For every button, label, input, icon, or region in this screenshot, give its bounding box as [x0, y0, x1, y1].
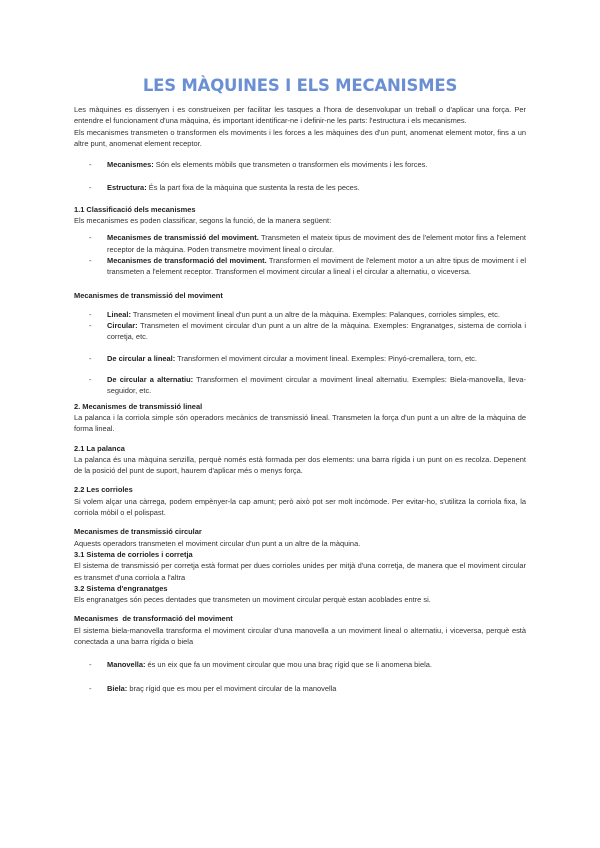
circular-heading: Mecanismes de transmissió circular [74, 527, 202, 537]
transmission-heading: Mecanismes de transmissió del moviment [74, 290, 223, 300]
lever-text: La palanca és una màquina senzilla, perquè només està formada per dos elements: una barra rígida i un punt on es recolza. Depenent de la posició del punt de suport, haurem d'aplicar més o menys força. [74, 454, 526, 476]
list-item: - De circular a alternatiu: Transformen el moviment circular a moviment lineal alternatiu. Exemples: Biela-manovella, lleva-seguidor, etc. [74, 374, 526, 397]
classification-heading: 1.1 Classificació dels mecanismes [74, 204, 196, 214]
list-item: - Manovella: és un eix que fa un moviment circular que mou una braç rígid que se li anomena biela. [74, 659, 526, 670]
classification-intro: Els mecanismes es poden classificar, segons la funció, de la manera següent: [74, 216, 332, 226]
list-item: - Estructura: És la part fixa de la màquina que sustenta la resta de les peces. [74, 182, 526, 193]
list-item: - Circular: Transmeten el moviment circular d'un punt a un altre de la màquina. Exemples: Engranatges, sistema de corriola i corretja, etc. [74, 320, 526, 343]
intro-paragraph-1: Les màquines es dissenyen i es construeixen per facilitar les tasques a l'hora de desenvolupar un treball o d'aplicar una força. Per entendre el funcionament d'una màquina, és important identificar-ne i definir-ne les parts: l'estructura i els mecanismes. [74, 105, 526, 126]
transmission-list [74, 309, 526, 397]
linear-text: La palanca i la corriola simple són operadors mecànics de transmissió lineal. Transmeten la força d'un punt a un altre de la màquina de forma lineal. [74, 412, 526, 434]
linear-heading: 2. Mecanismes de transmissió lineal [74, 401, 203, 411]
list-item: - De circular a lineal: Transformen el moviment circular a moviment lineal. Exemples: Pinyó-cremallera, torn, etc. [74, 353, 526, 364]
gear-system-text: Els engranatges són peces dentades que transmeten un moviment circular perquè estan acoblades entre si. [74, 595, 431, 605]
list-item: - Mecanismes de transformació del moviment. Transformen el moviment de l'element motor a un altre tipus de moviment i el transmeten a l'element receptor. Transformen el moviment circular a lineal i el circular a alternatiu, o viceversa. [74, 255, 526, 278]
intro-paragraph-2: Els mecanismes transmeten o transformen els moviments i les forces a les màquines des d'un punt, anomenat element motor, fins a un altre punt, anomenat element receptor. [74, 127, 526, 148]
pulleys-text: Si volem alçar una càrrega, podem empènyer-la cap amunt; però això pot ser molt incòmode. Per evitar-ho, s'utilitza la corriola fixa, la corriola mòbil o el polispast. [74, 496, 526, 518]
document-page [74, 74, 526, 694]
pulleys-heading: 2.2 Les corrioles [74, 485, 133, 495]
list-item: - Mecanismes: Són els elements mòbils que transmeten o transformen els moviments i les forces. [74, 159, 526, 170]
list-item: - Lineal: Transmeten el moviment lineal d'un punt a un altre de la màquina. Exemples: Palanques, corrioles simples, etc. [74, 309, 526, 320]
transformation-list [74, 659, 526, 694]
belt-system-text: El sistema de transmissió per corretja està format per dues corrioles unides per mitjà d'una corretja, de manera que el moviment circular es transmet d'una corriola a l'altra [74, 561, 526, 582]
definitions-list [74, 159, 526, 194]
circular-text: Aquests operadors transmeten el moviment circular d'un punt a un altre de la màquina. [74, 538, 361, 548]
gear-system-heading: 3.2 Sistema d'engranatges [74, 583, 168, 593]
belt-system-heading: 3.1 Sistema de corrioles i corretja [74, 549, 193, 559]
classification-list [74, 232, 526, 277]
list-item: - Biela: braç rígid que es mou per el moviment circular de la manovella [74, 683, 526, 694]
list-item: - Mecanismes de transmissió del moviment. Transmeten el mateix tipus de moviment des de l'element motor fins a l'element receptor de la màquina. Poden transmetre moviment lineal o circular. [74, 232, 526, 255]
transformation-heading: Mecanismes de transformació del moviment [74, 614, 233, 624]
page-title: LES MÀQUINES I ELS MECANISMES [142, 76, 458, 95]
transformation-text: El sistema biela-manovella transforma el moviment circular d'una manovella a un moviment lineal o alternatiu, i viceversa, perquè està conectada a una barra rígida o biela [74, 625, 526, 646]
lever-heading: 2.1 La palanca [74, 443, 125, 453]
